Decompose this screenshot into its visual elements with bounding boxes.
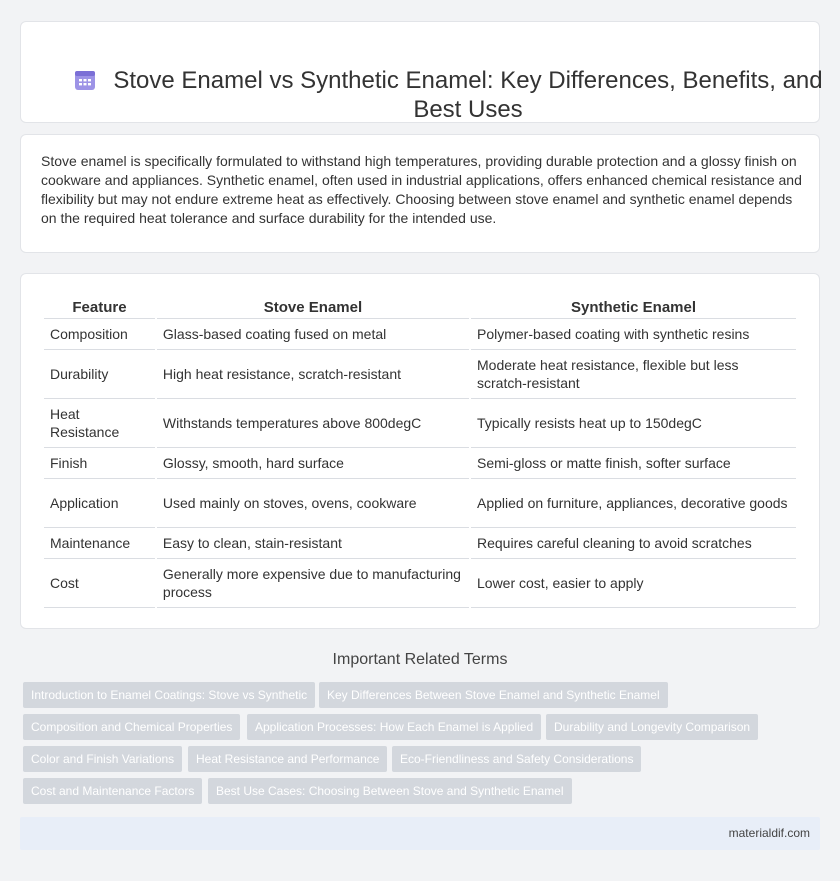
table-row xyxy=(44,559,796,608)
stove-enamel-cell: High heat resistance, scratch-resistant xyxy=(157,350,469,399)
feature-cell: Finish xyxy=(44,448,155,479)
stove-enamel-cell: Generally more expensive due to manufacturing process xyxy=(157,559,469,608)
page-title: Stove Enamel vs Synthetic Enamel: Key Differences, Benefits, and Best Uses xyxy=(113,67,823,123)
table-row xyxy=(44,399,796,448)
related-term-link[interactable]: Cost and Maintenance Factors xyxy=(23,778,202,804)
related-term-link[interactable]: Durability and Longevity Comparison xyxy=(546,714,758,740)
calendar-icon xyxy=(73,68,97,92)
feature-cell: Application xyxy=(44,479,155,528)
related-term-link[interactable]: Composition and Chemical Properties xyxy=(23,714,240,740)
synthetic-enamel-cell: Applied on furniture, appliances, decorative goods xyxy=(471,479,796,528)
footer-site-name: materialdif.com xyxy=(728,826,810,840)
comparison-table-card xyxy=(20,273,820,629)
related-term-link[interactable]: Eco-Friendliness and Safety Considerations xyxy=(392,746,641,772)
stove-enamel-cell: Used mainly on stoves, ovens, cookware xyxy=(157,479,469,528)
stove-enamel-cell: Easy to clean, stain-resistant xyxy=(157,528,469,559)
feature-cell: Cost xyxy=(44,559,155,608)
table-row xyxy=(44,528,796,559)
table-header-row xyxy=(44,291,796,319)
stove-enamel-cell: Glossy, smooth, hard surface xyxy=(157,448,469,479)
table-row xyxy=(44,319,796,350)
stove-enamel-cell: Glass-based coating fused on metal xyxy=(157,319,469,350)
synthetic-enamel-cell: Moderate heat resistance, flexible but less scratch-resistant xyxy=(471,350,796,399)
synthetic-enamel-cell: Semi-gloss or matte finish, softer surface xyxy=(471,448,796,479)
feature-cell: Maintenance xyxy=(44,528,155,559)
feature-cell: Durability xyxy=(44,350,155,399)
related-term-link[interactable]: Introduction to Enamel Coatings: Stove vs Synthetic xyxy=(23,682,315,708)
related-term-link[interactable]: Application Processes: How Each Enamel is Applied xyxy=(247,714,541,740)
intro-card xyxy=(20,134,820,253)
intro-text: Stove enamel is specifically formulated to withstand high temperatures, providing durable protection and a glossy finish on cookware and appliances. Synthetic enamel, often used in industrial applications, offers enhanced chemical resistance and flexibility but may not endure extreme heat as effectively. Choosing between stove enamel and synthetic enamel depends on the required heat tolerance and surface durability for the intended use. xyxy=(41,153,802,226)
column-header-stove-enamel: Stove Enamel xyxy=(157,291,469,319)
synthetic-enamel-cell: Requires careful cleaning to avoid scratches xyxy=(471,528,796,559)
related-term-link[interactable]: Key Differences Between Stove Enamel and Synthetic Enamel xyxy=(319,682,668,708)
related-term-link[interactable]: Heat Resistance and Performance xyxy=(188,746,387,772)
table-row xyxy=(44,479,796,528)
header-card xyxy=(20,21,823,123)
feature-cell: Heat Resistance xyxy=(44,399,155,448)
column-header-synthetic-enamel: Synthetic Enamel xyxy=(471,291,796,319)
table-row xyxy=(44,448,796,479)
comparison-table xyxy=(42,291,798,608)
related-terms-title: Important Related Terms xyxy=(332,651,508,668)
feature-cell: Composition xyxy=(44,319,155,350)
related-term-link[interactable]: Best Use Cases: Choosing Between Stove and Synthetic Enamel xyxy=(208,778,572,804)
synthetic-enamel-cell: Typically resists heat up to 150degC xyxy=(471,399,796,448)
synthetic-enamel-cell: Polymer-based coating with synthetic resins xyxy=(471,319,796,350)
synthetic-enamel-cell: Lower cost, easier to apply xyxy=(471,559,796,608)
table-row xyxy=(44,350,796,399)
related-term-link[interactable]: Color and Finish Variations xyxy=(23,746,182,772)
stove-enamel-cell: Withstands temperatures above 800degC xyxy=(157,399,469,448)
footer xyxy=(20,817,820,850)
column-header-feature: Feature xyxy=(44,291,155,319)
